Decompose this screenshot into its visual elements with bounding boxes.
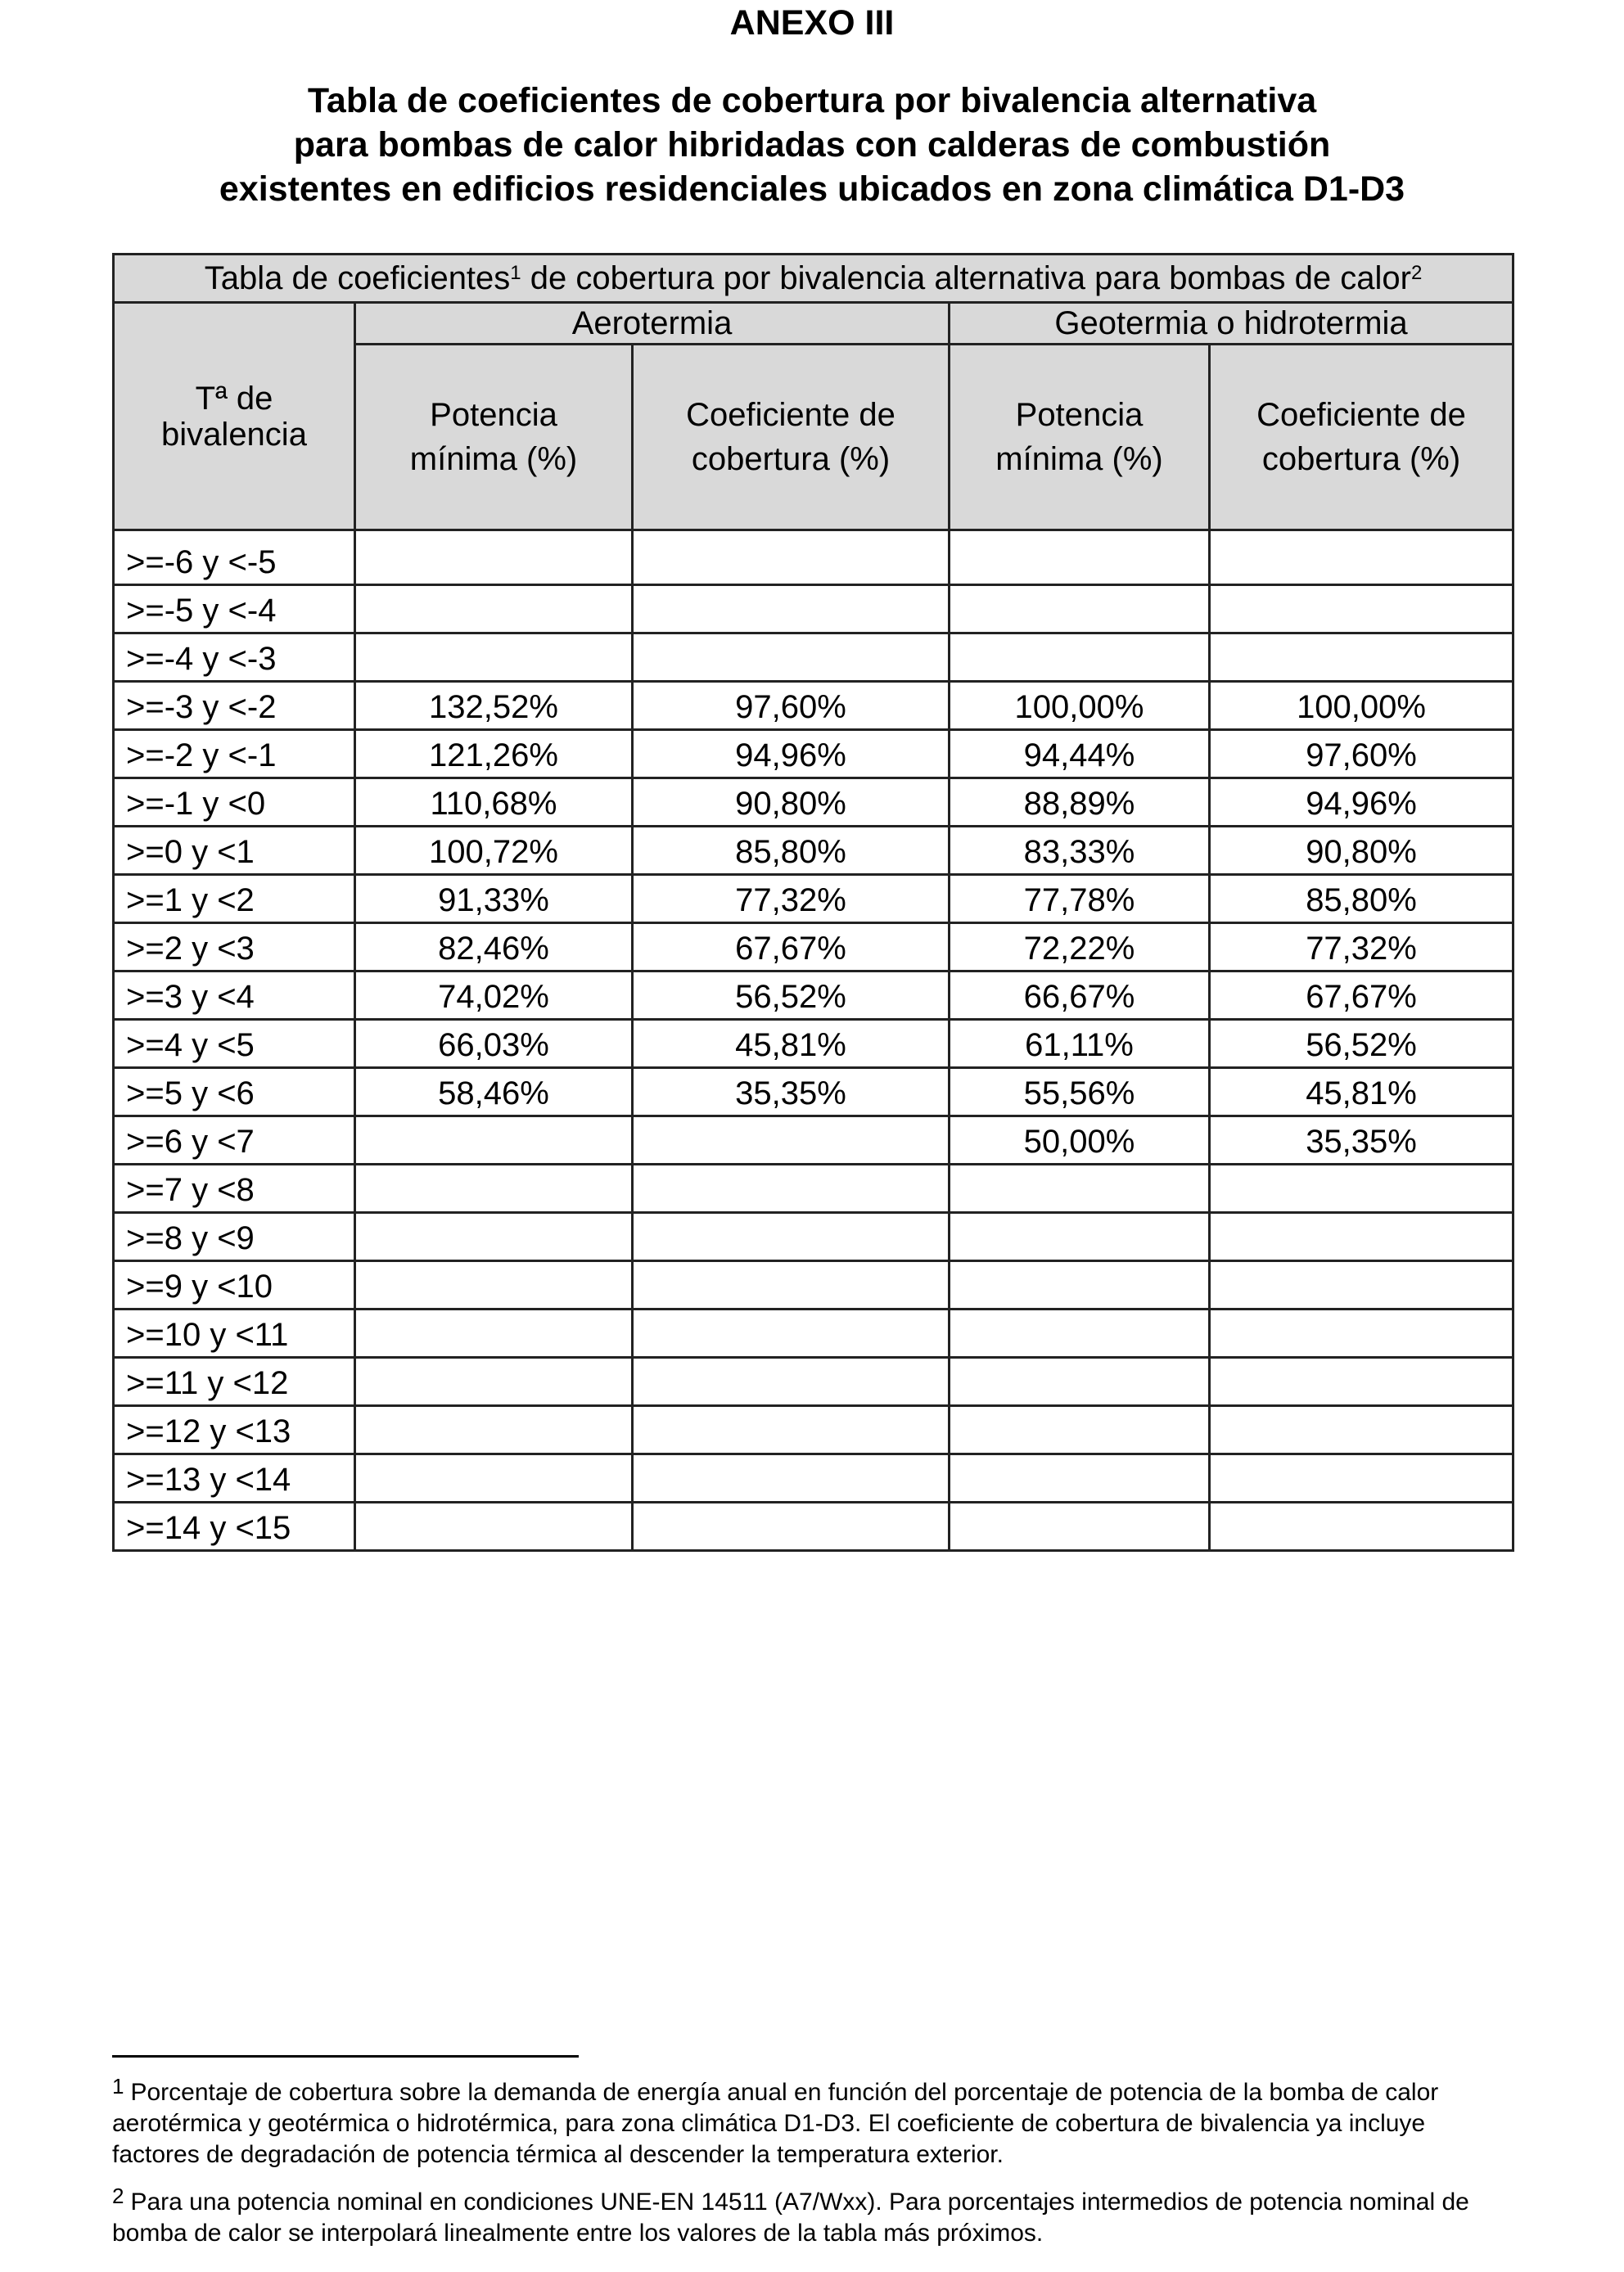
cell-aero-coef: 97,60% (633, 682, 950, 730)
cell-geo-power (950, 1310, 1210, 1358)
row-label: >=14 y <15 (114, 1503, 355, 1551)
table-row (114, 1406, 1513, 1454)
col-header-geo-coef-text: Coeficiente de cobertura (%) (1256, 397, 1466, 477)
cell-geo-coef (1210, 1165, 1513, 1213)
table-row (114, 1116, 1513, 1165)
cell-aero-coef (633, 1358, 950, 1406)
row-label: >=-5 y <-4 (114, 585, 355, 633)
cell-geo-power (950, 1261, 1210, 1310)
coefficients-table (112, 253, 1514, 1552)
col-header-geo-power-text: Potencia mínima (%) (995, 397, 1163, 477)
col-header-aero-power-text: Potencia mínima (%) (409, 397, 578, 477)
cell-aero-coef: 45,81% (633, 1020, 950, 1068)
row-label: >=13 y <14 (114, 1454, 355, 1503)
cell-geo-power (950, 585, 1210, 633)
row-label: >=9 y <10 (114, 1261, 355, 1310)
cell-aero-power (355, 1116, 633, 1165)
cell-aero-coef (633, 1165, 950, 1213)
table-row (114, 875, 1513, 923)
table-row (114, 827, 1513, 875)
cell-aero-coef: 67,67% (633, 923, 950, 971)
cell-geo-coef (1210, 530, 1513, 585)
cell-geo-power: 61,11% (950, 1020, 1210, 1068)
footnote-1-text: Porcentaje de cobertura sobre la demanda de energía anual en función del porcentaje de potencia de la bomba de calor aerotérmica y geotérmica o hidrotérmica, para zona climática D1-D3. El coeficiente de cobertura de bivalencia ya incluye factores de degradación de potencia térmica al descender la temperatura exterior. (112, 2079, 1439, 2168)
cell-aero-coef: 77,32% (633, 875, 950, 923)
footnote-1-mark: 1 (112, 2074, 124, 2098)
cell-geo-coef: 97,60% (1210, 730, 1513, 778)
title-line-1: Tabla de coeficientes de cobertura por bivalencia alternativa (307, 81, 1317, 120)
cell-aero-coef (633, 1213, 950, 1261)
row-label: >=-1 y <0 (114, 778, 355, 827)
table-row (114, 585, 1513, 633)
cell-geo-power (950, 633, 1210, 682)
cell-aero-power: 110,68% (355, 778, 633, 827)
cell-geo-power: 50,00% (950, 1116, 1210, 1165)
cell-aero-power (355, 1310, 633, 1358)
cell-geo-coef (1210, 1454, 1513, 1503)
cell-geo-power: 100,00% (950, 682, 1210, 730)
cell-aero-power: 58,46% (355, 1068, 633, 1116)
cell-aero-power (355, 1165, 633, 1213)
cell-geo-coef: 85,80% (1210, 875, 1513, 923)
cell-geo-power (950, 1406, 1210, 1454)
cell-geo-power: 94,44% (950, 730, 1210, 778)
row-label: >=5 y <6 (114, 1068, 355, 1116)
table-row (114, 530, 1513, 585)
cell-geo-coef (1210, 585, 1513, 633)
cell-aero-power (355, 1213, 633, 1261)
table-row (114, 1310, 1513, 1358)
footnote-2-mark: 2 (112, 2184, 124, 2208)
cell-aero-power: 91,33% (355, 875, 633, 923)
cell-geo-coef (1210, 1213, 1513, 1261)
table-row (114, 682, 1513, 730)
table-body (114, 530, 1513, 1551)
cell-aero-coef (633, 1310, 950, 1358)
cell-geo-power: 55,56% (950, 1068, 1210, 1116)
cell-aero-coef (633, 530, 950, 585)
row-label: >=8 y <9 (114, 1213, 355, 1261)
banner-text-2: de cobertura por bivalencia alternativa para bombas de calor (521, 260, 1411, 296)
cell-geo-power: 72,22% (950, 923, 1210, 971)
col-header-aero-coef-text: Coeficiente de cobertura (%) (686, 397, 895, 477)
cell-geo-coef (1210, 1503, 1513, 1551)
row-label: >=-3 y <-2 (114, 682, 355, 730)
cell-geo-coef (1210, 1310, 1513, 1358)
cell-aero-coef: 94,96% (633, 730, 950, 778)
cell-aero-power (355, 585, 633, 633)
cell-aero-coef (633, 1454, 950, 1503)
table-banner (114, 255, 1513, 303)
row-label: >=-4 y <-3 (114, 633, 355, 682)
group-header-geotermia: Geotermia o hidrotermia (950, 303, 1513, 345)
footnote-2 (112, 2184, 1512, 2249)
table-row (114, 730, 1513, 778)
cell-aero-coef: 56,52% (633, 971, 950, 1020)
table-row (114, 1165, 1513, 1213)
row-label: >=-2 y <-1 (114, 730, 355, 778)
title-line-2: para bombas de calor hibridadas con calderas de combustión (293, 125, 1331, 165)
cell-aero-power (355, 1406, 633, 1454)
cell-aero-coef (633, 1261, 950, 1310)
cell-geo-power: 66,67% (950, 971, 1210, 1020)
col-header-aero-coef (633, 345, 950, 530)
table-row (114, 778, 1513, 827)
table-row (114, 1261, 1513, 1310)
cell-aero-coef (633, 633, 950, 682)
row-label: >=3 y <4 (114, 971, 355, 1020)
row-label: >=4 y <5 (114, 1020, 355, 1068)
cell-geo-coef: 56,52% (1210, 1020, 1513, 1068)
cell-aero-coef (633, 1406, 950, 1454)
row-label: >=0 y <1 (114, 827, 355, 875)
title-line-3: existentes en edificios residenciales ubicados en zona climática D1-D3 (219, 169, 1405, 209)
cell-aero-power: 82,46% (355, 923, 633, 971)
table-row (114, 923, 1513, 971)
cell-aero-power (355, 1454, 633, 1503)
cell-geo-power (950, 530, 1210, 585)
footnote-ref-2: 2 (1410, 262, 1423, 284)
document-title (0, 79, 1624, 211)
row-label: >=-6 y <-5 (114, 530, 355, 585)
cell-geo-coef (1210, 1358, 1513, 1406)
cell-aero-power (355, 1503, 633, 1551)
footnote-separator (112, 2055, 579, 2058)
cell-aero-power (355, 1358, 633, 1406)
table-row (114, 971, 1513, 1020)
row-label: >=1 y <2 (114, 875, 355, 923)
cell-geo-power (950, 1503, 1210, 1551)
cell-geo-power: 83,33% (950, 827, 1210, 875)
col-header-aero-power (355, 345, 633, 530)
row-header-text: Tª de bivalencia (161, 380, 307, 453)
row-label: >=2 y <3 (114, 923, 355, 971)
cell-aero-power: 121,26% (355, 730, 633, 778)
cell-geo-power: 88,89% (950, 778, 1210, 827)
row-label: >=12 y <13 (114, 1406, 355, 1454)
cell-geo-power (950, 1165, 1210, 1213)
cell-geo-coef: 35,35% (1210, 1116, 1513, 1165)
table-row (114, 1503, 1513, 1551)
cell-geo-power (950, 1454, 1210, 1503)
cell-aero-coef (633, 585, 950, 633)
col-header-geo-coef (1210, 345, 1513, 530)
cell-aero-power: 100,72% (355, 827, 633, 875)
cell-aero-power: 132,52% (355, 682, 633, 730)
table-row (114, 1358, 1513, 1406)
group-header-aerotermia: Aerotermia (355, 303, 950, 345)
cell-aero-power (355, 530, 633, 585)
row-label: >=11 y <12 (114, 1358, 355, 1406)
cell-aero-coef (633, 1503, 950, 1551)
cell-geo-coef (1210, 1406, 1513, 1454)
cell-geo-coef: 100,00% (1210, 682, 1513, 730)
cell-aero-coef: 35,35% (633, 1068, 950, 1116)
cell-aero-power (355, 633, 633, 682)
row-label: >=10 y <11 (114, 1310, 355, 1358)
table-row (114, 633, 1513, 682)
col-header-geo-power (950, 345, 1210, 530)
table-row (114, 1020, 1513, 1068)
annex-title: ANEXO III (729, 3, 895, 43)
footnote-ref-1: 1 (510, 262, 521, 284)
footnote-1 (112, 2074, 1512, 2171)
row-header-bivalence-temp (114, 303, 355, 530)
cell-aero-coef: 85,80% (633, 827, 950, 875)
cell-geo-coef (1210, 633, 1513, 682)
cell-aero-power (355, 1261, 633, 1310)
cell-aero-power: 66,03% (355, 1020, 633, 1068)
footnote-2-text: Para una potencia nominal en condiciones UNE-EN 14511 (A7/Wxx). Para porcentajes intermedios de potencia nominal de bomba de calor se interpolará linealmente entre los valores de la tabla más próximos. (112, 2189, 1469, 2247)
cell-geo-power: 77,78% (950, 875, 1210, 923)
cell-aero-coef: 90,80% (633, 778, 950, 827)
cell-geo-coef (1210, 1261, 1513, 1310)
cell-geo-power (950, 1213, 1210, 1261)
cell-aero-power: 74,02% (355, 971, 633, 1020)
row-label: >=7 y <8 (114, 1165, 355, 1213)
table-row (114, 1454, 1513, 1503)
cell-geo-coef: 67,67% (1210, 971, 1513, 1020)
cell-geo-coef: 45,81% (1210, 1068, 1513, 1116)
cell-aero-coef (633, 1116, 950, 1165)
cell-geo-power (950, 1358, 1210, 1406)
table-row (114, 1213, 1513, 1261)
table-row (114, 1068, 1513, 1116)
banner-text-1: Tabla de coeficientes (204, 260, 511, 296)
cell-geo-coef: 94,96% (1210, 778, 1513, 827)
cell-geo-coef: 77,32% (1210, 923, 1513, 971)
cell-geo-coef: 90,80% (1210, 827, 1513, 875)
row-label: >=6 y <7 (114, 1116, 355, 1165)
